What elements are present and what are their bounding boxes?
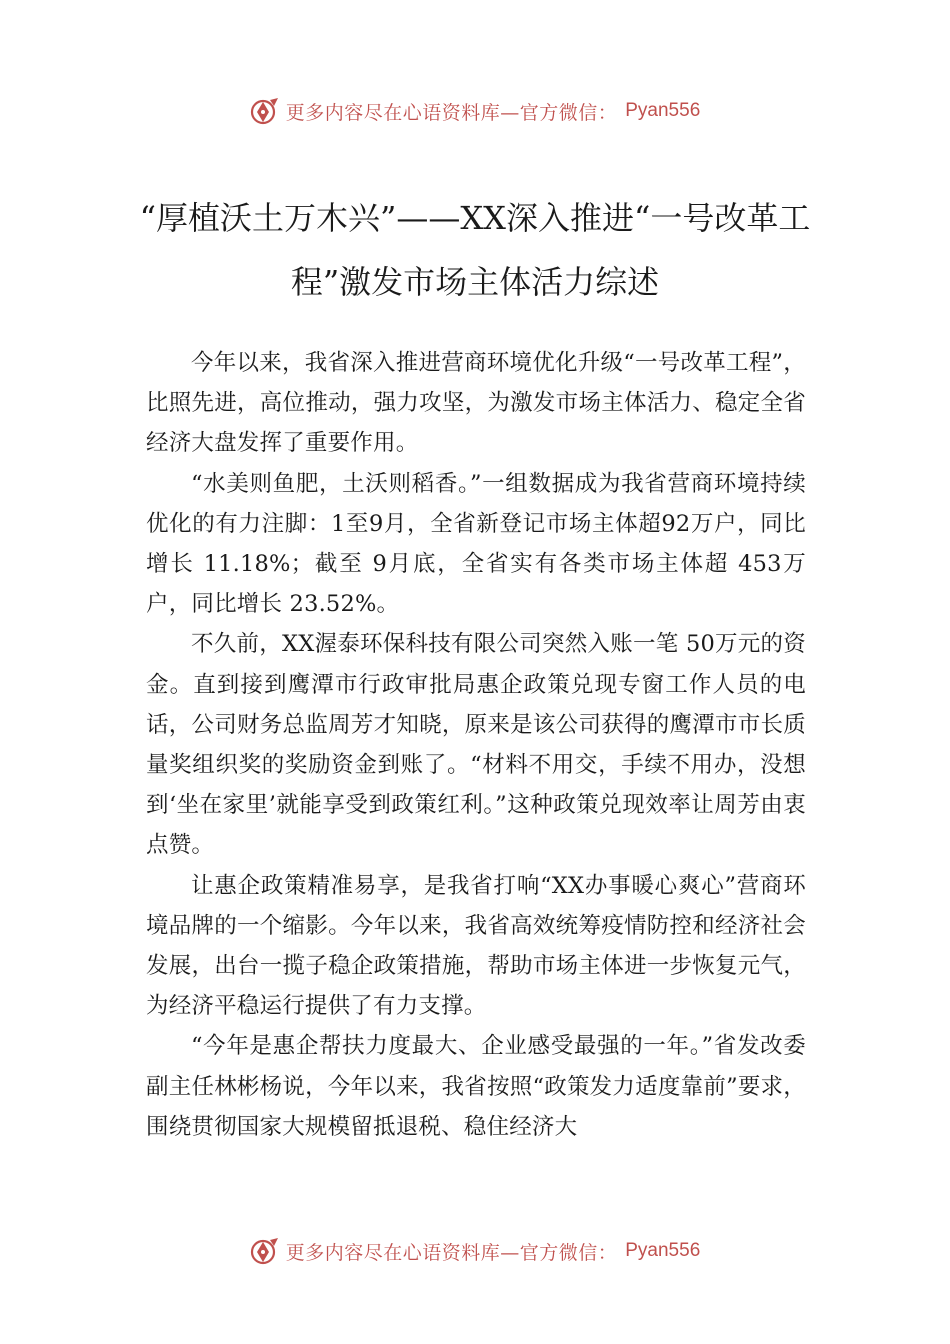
- paragraph: 今年以来，我省深入推进营商环境优化升级“一号改革工程”，比照先进，高位推动，强力攻坚，为激发市场主体活力、稳定全省经济大盘发挥了重要作用。: [146, 350, 806, 457]
- document-body: [146, 343, 806, 1147]
- watermark-text: 更多内容尽在心语资料库—官方微信：: [285, 101, 618, 124]
- paragraph: “今年是惠企帮扶力度最大、企业感受最强的一年。”省发改委副主任林彬杨说，今年以来，我省按照“政策发力适度靠前”要求，围绕贯彻国家大规模留抵退税、稳住经济大: [146, 1033, 806, 1140]
- footer-watermark: [0, 1236, 950, 1266]
- pen-nib-seal-icon: [250, 1236, 280, 1266]
- paragraph: 不久前，XX渥泰环保科技有限公司突然入账一笔 50万元的资金。直到接到鹰潭市行政审批局惠企政策兑现专窗工作人员的电话，公司财务总监周芳才知晓，原来是该公司获得的鹰潭市市长质量奖组织奖的奖励资金到账了。“材料不用交，手续不用办，没想到‘坐在家里’就能享受到政策红利。”这种政策兑现效率让周芳由衷点赞。: [146, 631, 806, 859]
- pen-nib-seal-icon: [250, 96, 280, 126]
- watermark-text: 更多内容尽在心语资料库—官方微信：: [285, 1241, 618, 1264]
- paragraph: “水美则鱼肥，土沃则稻香。”一组数据成为我省营商环境持续优化的有力注脚：1至9月，全省新登记市场主体超92万户，同比增长 11.18%；截至 9月底，全省实有各类市场主体超 453万户，同比增长 23.52%。: [146, 470, 806, 618]
- watermark-handle: Pyan556: [625, 1240, 701, 1261]
- document-title: “厚植沃土万木兴”——XX深入推进“一号改革工程”激发市场主体活力综述: [139, 199, 811, 301]
- watermark-handle: Pyan556: [625, 100, 701, 121]
- paragraph: 让惠企政策精准易享，是我省打响“XX办事暖心爽心”营商环境品牌的一个缩影。今年以来，我省高效统筹疫情防控和经济社会发展，出台一揽子稳企政策措施，帮助市场主体进一步恢复元气，为经济平稳运行提供了有力支撑。: [146, 872, 806, 1020]
- header-watermark: [0, 96, 950, 126]
